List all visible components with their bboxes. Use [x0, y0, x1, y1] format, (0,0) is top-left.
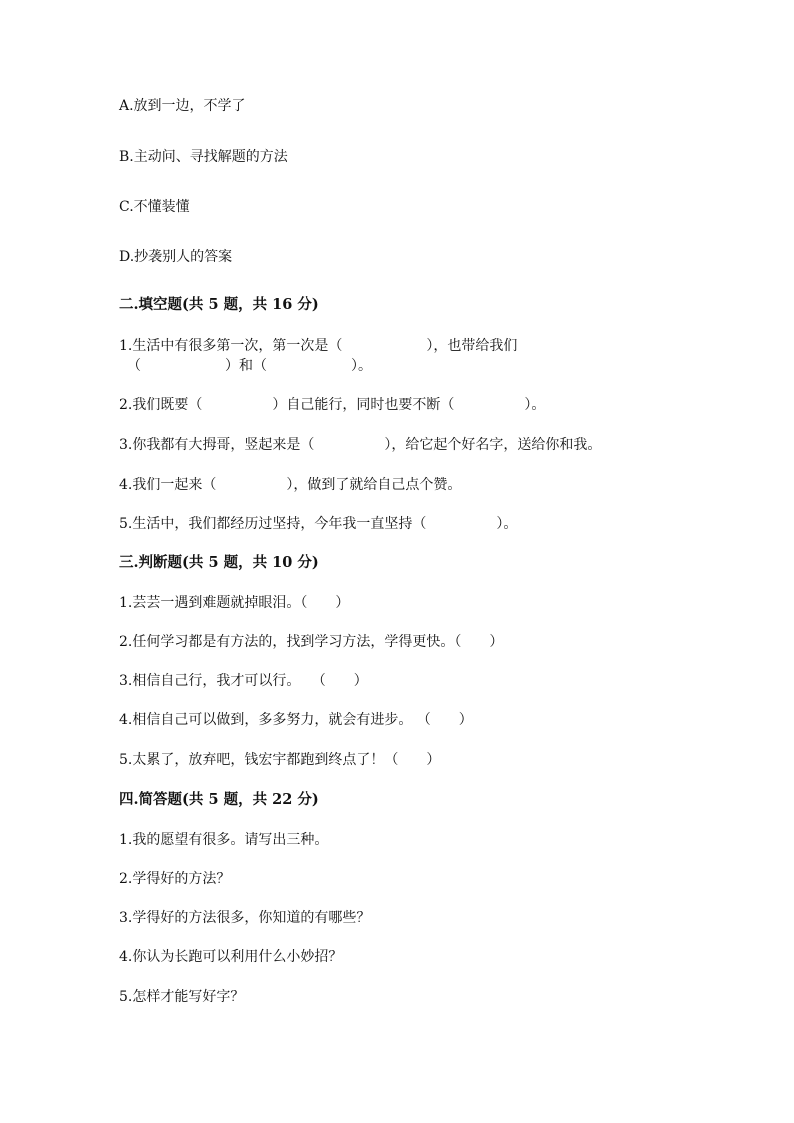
- fill-blank-question-1: 1.生活中有很多第一次，第一次是（ ），也带给我们: [119, 338, 518, 354]
- option-d: D.抄袭别人的答案: [119, 249, 233, 265]
- option-a: A.放到一边，不学了: [119, 98, 246, 114]
- fill-blank-question-4: 4.我们一起来（ ），做到了就给自己点个赞。: [119, 477, 462, 493]
- true-false-question-2: 2.任何学习都是有方法的，找到学习方法，学得更快。（ ）: [119, 634, 504, 650]
- fill-blank-question-2: 2.我们既要（ ）自己能行，同时也要不断（ ）。: [119, 397, 546, 413]
- short-answer-question-4: 4.你认为长跑可以利用什么小妙招？: [119, 949, 343, 965]
- fill-blank-question-1-continued: （ ）和（ ）。: [127, 358, 372, 374]
- short-answer-question-1: 1.我的愿望有很多。请写出三种。: [119, 832, 329, 848]
- fill-blank-question-5: 5.生活中，我们都经历过坚持，今年我一直坚持（ ）。: [119, 516, 518, 532]
- option-c: C.不懂装懂: [119, 199, 190, 215]
- section-heading-true-false: 三.判断题(共 5 题，共 10 分): [119, 554, 319, 571]
- short-answer-question-5: 5.怎样才能写好字？: [119, 989, 245, 1005]
- short-answer-question-2: 2.学得好的方法？: [119, 871, 231, 887]
- fill-blank-question-3: 3.你我都有大拇哥，竖起来是（ ），给它起个好名字，送给你和我。: [119, 437, 602, 453]
- true-false-question-1: 1.芸芸一遇到难题就掉眼泪。（ ）: [119, 595, 350, 611]
- short-answer-question-3: 3.学得好的方法很多，你知道的有哪些？: [119, 910, 371, 926]
- true-false-question-5: 5.太累了，放弃吧，钱宏宇都跑到终点了！（ ）: [119, 752, 441, 768]
- section-heading-short-answer: 四.简答题(共 5 题，共 22 分): [119, 791, 319, 808]
- option-b: B.主动问、寻找解题的方法: [119, 149, 288, 165]
- true-false-question-4: 4.相信自己可以做到，多多努力，就会有进步。 （ ）: [119, 712, 473, 728]
- true-false-question-3: 3.相信自己行，我才可以行。 （ ）: [119, 673, 368, 689]
- section-heading-fill-blank: 二.填空题(共 5 题，共 16 分): [119, 296, 319, 313]
